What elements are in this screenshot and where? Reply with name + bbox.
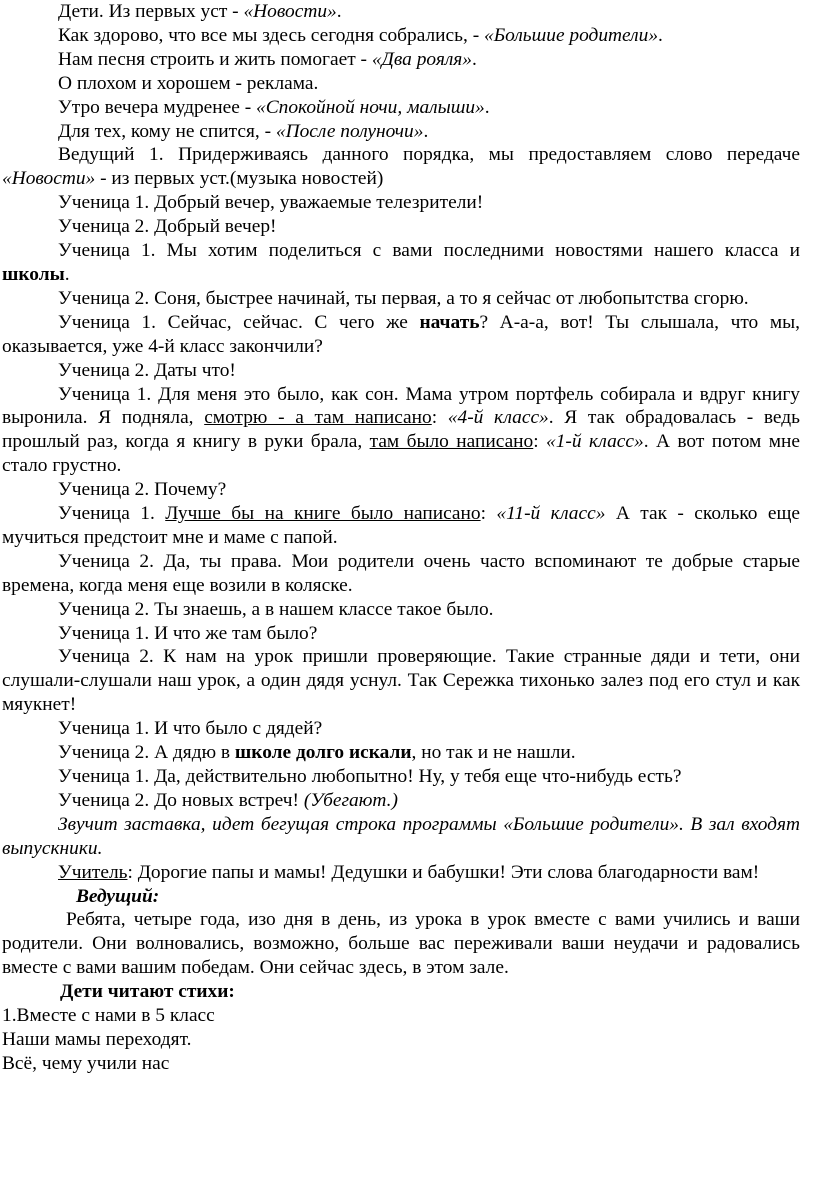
- paragraph: [2, 789, 800, 813]
- paragraph: [2, 287, 800, 311]
- bold-text: Дети читают стихи:: [60, 981, 235, 1003]
- text-run: Для тех, кому не спится, -: [58, 120, 276, 142]
- bold-text: школе долго искали: [234, 742, 412, 764]
- paragraph: [2, 645, 800, 717]
- italic-text: «1-й класс»: [546, 431, 644, 453]
- paragraph: [2, 359, 800, 383]
- paragraph: [2, 0, 800, 24]
- italic-text: «После полуночи»: [275, 120, 424, 142]
- italic-text: Звучит заставка, идет бегущая строка программы «Большие родители». В зал входят выпускники.: [2, 813, 800, 859]
- text-run: Ученица 2. Добрый вечер!: [58, 216, 277, 238]
- paragraph: [2, 48, 800, 72]
- text-run: , но так и не нашли.: [411, 742, 576, 764]
- paragraph: [2, 1052, 800, 1076]
- text-run: Всё, чему учили нас: [2, 1052, 170, 1074]
- text-run: А так - сколько еще мучиться предстоит мне и маме с папой.: [2, 503, 800, 548]
- underlined-text: Лучше бы на книге было написано: [165, 503, 481, 525]
- text-run: Ученица 1. Мы хотим поделиться с вами последними новостями нашего класса и: [58, 240, 800, 262]
- text-run: - из первых уст.(музыка новостей): [95, 168, 384, 190]
- text-run: . А вот потом мне стало грустно.: [2, 431, 800, 477]
- paragraph: [2, 143, 800, 191]
- italic-text: «4-й класс»: [447, 407, 549, 429]
- text-run: :: [533, 431, 547, 453]
- text-run: :: [431, 407, 448, 429]
- paragraph: [2, 550, 800, 598]
- text-run: Как здорово, что все мы здесь сегодня собрались, -: [58, 24, 484, 46]
- paragraph: [2, 741, 800, 765]
- text-run: Ученица 1.: [58, 503, 166, 525]
- italic-text: (Убегают.): [303, 789, 398, 811]
- text-run: .: [423, 120, 429, 142]
- paragraph: [2, 239, 800, 287]
- underlined-text: Учитель: [58, 861, 128, 883]
- paragraph: [2, 980, 800, 1004]
- text-run: О плохом и хорошем - реклама.: [58, 72, 319, 94]
- text-run: Ведущий 1. Придерживаясь данного порядка, мы предоставляем слово передаче: [58, 144, 800, 166]
- paragraph: [2, 861, 800, 885]
- bold-text: школы: [2, 263, 65, 285]
- text-run: Ученица 2. До новых встреч!: [58, 789, 304, 811]
- paragraph: [2, 72, 800, 96]
- text-run: Нам песня строить и жить помогает -: [58, 48, 372, 70]
- paragraph: [2, 311, 800, 359]
- text-run: Ученица 1. Сейчас, сейчас. С чего же: [58, 311, 420, 333]
- text-run: Ученица 1. И что было с дядей?: [58, 718, 323, 740]
- paragraph: [2, 24, 800, 48]
- text-run: Ученица 2. К нам на урок пришли проверяющие. Такие странные дяди и тети, они слушали-слушали наш урок, а один дядя уснул. Так Сережка тихонько залез под его стул и как мяукнет!: [2, 646, 800, 716]
- text-run: Дети. Из первых уст -: [58, 1, 244, 22]
- italic-text: «Два рояля»: [371, 48, 473, 70]
- italic-text: «Новости»: [243, 1, 337, 22]
- text-run: .: [472, 48, 477, 70]
- text-run: .: [336, 1, 342, 22]
- paragraph: [2, 120, 800, 144]
- paragraph: [2, 765, 800, 789]
- text-run: Ученица 2. Даты что!: [58, 359, 236, 381]
- text-run: :: [480, 503, 497, 525]
- text-run: : Дорогие папы и мамы! Дедушки и бабушки! Эти слова благодарности вам!: [127, 861, 760, 883]
- text-run: Ученица 2. Соня, быстрее начинай, ты первая, а то я сейчас от любопытства сгорю.: [58, 287, 749, 309]
- text-run: Ученица 1. Да, действительно любопытно! Ну, у тебя еще что-нибудь есть?: [58, 766, 682, 787]
- paragraph: [2, 598, 800, 622]
- text-run: Ребята, четыре года, изо дня в день, из урока в урок вместе с вами учились и ваши родители. Они волновались, возможно, больше вас переживали ваши неудачи и радовались вместе с вами вашим победам. Они сейчас здесь, в этом зале.: [2, 909, 800, 979]
- paragraph: [2, 1004, 800, 1028]
- text-run: Ученица 2. Почему?: [58, 479, 227, 501]
- paragraph: [2, 885, 800, 909]
- underlined-text: там было написано: [369, 431, 534, 453]
- paragraph: [2, 622, 800, 646]
- text-run: Утро вечера мудренее -: [58, 96, 257, 118]
- paragraph: [2, 1028, 800, 1052]
- italic-text: «11-й класс»: [496, 503, 606, 525]
- text-run: Наши мамы переходят.: [2, 1028, 192, 1050]
- text-run: Ученица 2. Да, ты права. Мои родители очень часто вспоминают те добрые старые времена, когда меня еще возили в коляске.: [2, 550, 800, 596]
- paragraph: [2, 478, 800, 502]
- text-run: .: [484, 96, 490, 118]
- paragraph: [2, 502, 800, 550]
- bold-text: начать: [419, 311, 480, 333]
- bold-italic-text: Ведущий:: [76, 885, 160, 907]
- paragraph: [2, 215, 800, 239]
- text-run: .: [64, 263, 70, 285]
- text-run: Ученица 2. Ты знаешь, а в нашем классе такое было.: [58, 598, 494, 620]
- text-run: .: [658, 24, 663, 46]
- paragraph: [2, 96, 800, 120]
- text-run: 1.Вместе с нами в 5 класс: [2, 1005, 215, 1027]
- paragraph: [2, 717, 800, 741]
- text-run: Ученица 2. А дядю в: [58, 742, 235, 764]
- italic-text: «Новости»: [2, 168, 96, 190]
- underlined-text: смотрю - а там написано: [204, 407, 432, 429]
- text-run: . Я так обрадовалась - ведь прошлый раз, когда я книгу в руки брала,: [2, 407, 800, 453]
- paragraph: [2, 383, 800, 479]
- italic-text: «Спокойной ночи, малыши»: [256, 96, 485, 118]
- text-run: Ученица 1. Добрый вечер, уважаемые телезрители!: [58, 192, 484, 214]
- paragraph: [2, 813, 800, 861]
- text-run: Ученица 1. Для меня это было, как сон. Мама утром портфель собирала и вдруг книгу выронила. Я подняла,: [2, 383, 800, 429]
- paragraph: [2, 908, 800, 980]
- text-run: ? А-а-а, вот! Ты слышала, что мы, оказывается, уже 4-й класс закончили?: [2, 311, 800, 357]
- text-run: Ученица 1. И что же там было?: [58, 622, 318, 644]
- italic-text: «Большие родители»: [484, 24, 659, 46]
- paragraph: [2, 191, 800, 215]
